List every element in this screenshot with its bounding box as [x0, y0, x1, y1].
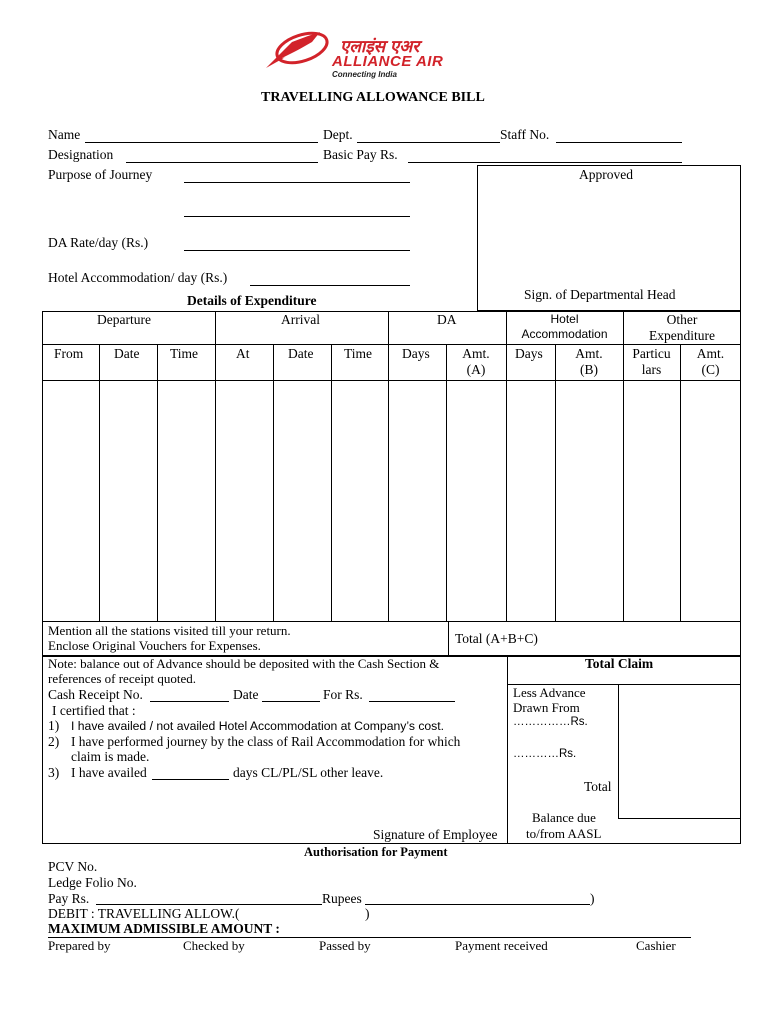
less-advance-1: Less Advance: [513, 685, 586, 700]
logo: [262, 28, 512, 84]
passed-by: Passed by: [319, 938, 371, 953]
col-days-da: Days: [402, 346, 430, 361]
page-title: TRAVELLING ALLOWANCE BILL: [261, 90, 485, 105]
col-days-hotel: Days: [515, 346, 543, 361]
hotel-label: Hotel Accommodation/ day (Rs.): [48, 270, 228, 285]
total-label: Total: [584, 779, 612, 794]
balance-due-2: to/from AASL: [526, 826, 602, 841]
enclose-vouchers: Enclose Original Vouchers for Expenses.: [48, 638, 261, 653]
cert-1: I have availed / not availed Hotel Accommodation at Company’s cost.: [71, 719, 445, 733]
designation-field[interactable]: [126, 148, 318, 163]
col-at: At: [236, 346, 250, 361]
leave-days-field[interactable]: [152, 766, 229, 780]
approved-label: Approved: [579, 167, 633, 182]
logo-hindi: एलाइंस एअर: [340, 37, 420, 56]
cert-2a: I have performed journey by the class of Rail Accommodation for which: [71, 734, 461, 749]
header-departure: Departure: [97, 312, 151, 327]
ledge-label: Ledge Folio No.: [48, 875, 137, 890]
max-amount-label: MAXIMUM ADMISSIBLE AMOUNT :: [48, 921, 280, 936]
cert-3-num: 3): [48, 765, 60, 780]
logo-tagline: Connecting India: [332, 70, 397, 79]
payment-received: Payment received: [455, 938, 548, 953]
col-particulars: Particu lars: [632, 346, 671, 377]
cert-1-num: 1): [48, 718, 60, 733]
dept-field[interactable]: [357, 128, 500, 143]
header-da: DA: [437, 312, 457, 327]
designation-label: Designation: [48, 147, 114, 162]
date-field[interactable]: [262, 688, 320, 702]
header-hotel: Hotel Accommodation: [521, 312, 608, 341]
da-rate-field[interactable]: [184, 236, 410, 251]
rs-line-1: ……………Rs.: [513, 716, 588, 728]
debit-close: ): [365, 906, 370, 921]
pay-rs-label: Pay Rs.: [48, 891, 90, 906]
debit-label: DEBIT : TRAVELLING ALLOW.(: [48, 906, 240, 921]
note-line-2: references of receipt quoted.: [48, 671, 196, 686]
cashier: Cashier: [636, 938, 676, 953]
signature-employee: Signature of Employee: [373, 827, 498, 842]
col-date-arrival: Date: [288, 346, 314, 361]
rupees-field[interactable]: [365, 891, 590, 905]
cert-2-num: 2): [48, 734, 60, 749]
pay-rs-field[interactable]: [96, 891, 322, 905]
purpose-field-2[interactable]: [184, 202, 410, 217]
rupees-close: ): [590, 891, 595, 906]
col-date-departure: Date: [114, 346, 140, 361]
col-amt-c: Amt. (C): [696, 346, 725, 377]
purpose-label: Purpose of Journey: [48, 167, 153, 182]
da-rate-label: DA Rate/day (Rs.): [48, 235, 149, 250]
prepared-by: Prepared by: [48, 938, 111, 953]
for-rs-label: For Rs.: [323, 687, 363, 702]
name-label: Name: [48, 127, 81, 142]
total-abc: Total (A+B+C): [455, 631, 538, 646]
rs-line-2: …………Rs.: [513, 748, 577, 760]
checked-by: Checked by: [183, 938, 245, 953]
certified-label: I certified that :: [52, 703, 136, 718]
col-time-departure: Time: [170, 346, 199, 361]
logo-english: ALLIANCE AIR: [332, 53, 444, 70]
total-claim-label: Total Claim: [585, 656, 654, 671]
payment-title: Authorisation for Payment: [304, 845, 448, 859]
staff-no-field[interactable]: [556, 128, 682, 143]
alliance-air-logo-icon: [262, 28, 332, 74]
purpose-field-1[interactable]: [184, 168, 410, 183]
mention-stations: Mention all the stations visited till your return.: [48, 623, 291, 638]
expenditure-title: Details of Expenditure: [187, 293, 317, 308]
col-amt-b: Amt. (B): [575, 346, 603, 377]
rupees-label: Rupees: [322, 891, 362, 906]
date-label: Date: [233, 687, 259, 702]
header-arrival: Arrival: [281, 312, 320, 327]
name-field[interactable]: [85, 128, 318, 143]
staff-no-label: Staff No.: [500, 127, 550, 142]
dept-label: Dept.: [323, 127, 353, 142]
basic-pay-label: Basic Pay Rs.: [323, 147, 398, 162]
sign-head-label: Sign. of Departmental Head: [524, 287, 676, 302]
cash-receipt-label: Cash Receipt No.: [48, 687, 143, 702]
col-amt-a: Amt. (A): [462, 346, 490, 377]
pcv-label: PCV No.: [48, 859, 98, 874]
hotel-field[interactable]: [250, 271, 410, 286]
for-rs-field[interactable]: [369, 688, 455, 702]
cert-3b: days CL/PL/SL other leave.: [233, 765, 384, 780]
balance-due-1: Balance due: [532, 810, 596, 825]
col-from: From: [54, 346, 84, 361]
header-other: Other Expenditure: [649, 312, 715, 343]
cert-3a: I have availed: [71, 765, 147, 780]
cash-receipt-field[interactable]: [150, 688, 229, 702]
less-advance-2: Drawn From: [513, 700, 580, 715]
note-line-1: Note: balance out of Advance should be deposited with the Cash Section &: [48, 656, 440, 671]
col-time-arrival: Time: [344, 346, 373, 361]
cert-2b: claim is made.: [71, 749, 150, 764]
basic-pay-field[interactable]: [408, 148, 682, 163]
